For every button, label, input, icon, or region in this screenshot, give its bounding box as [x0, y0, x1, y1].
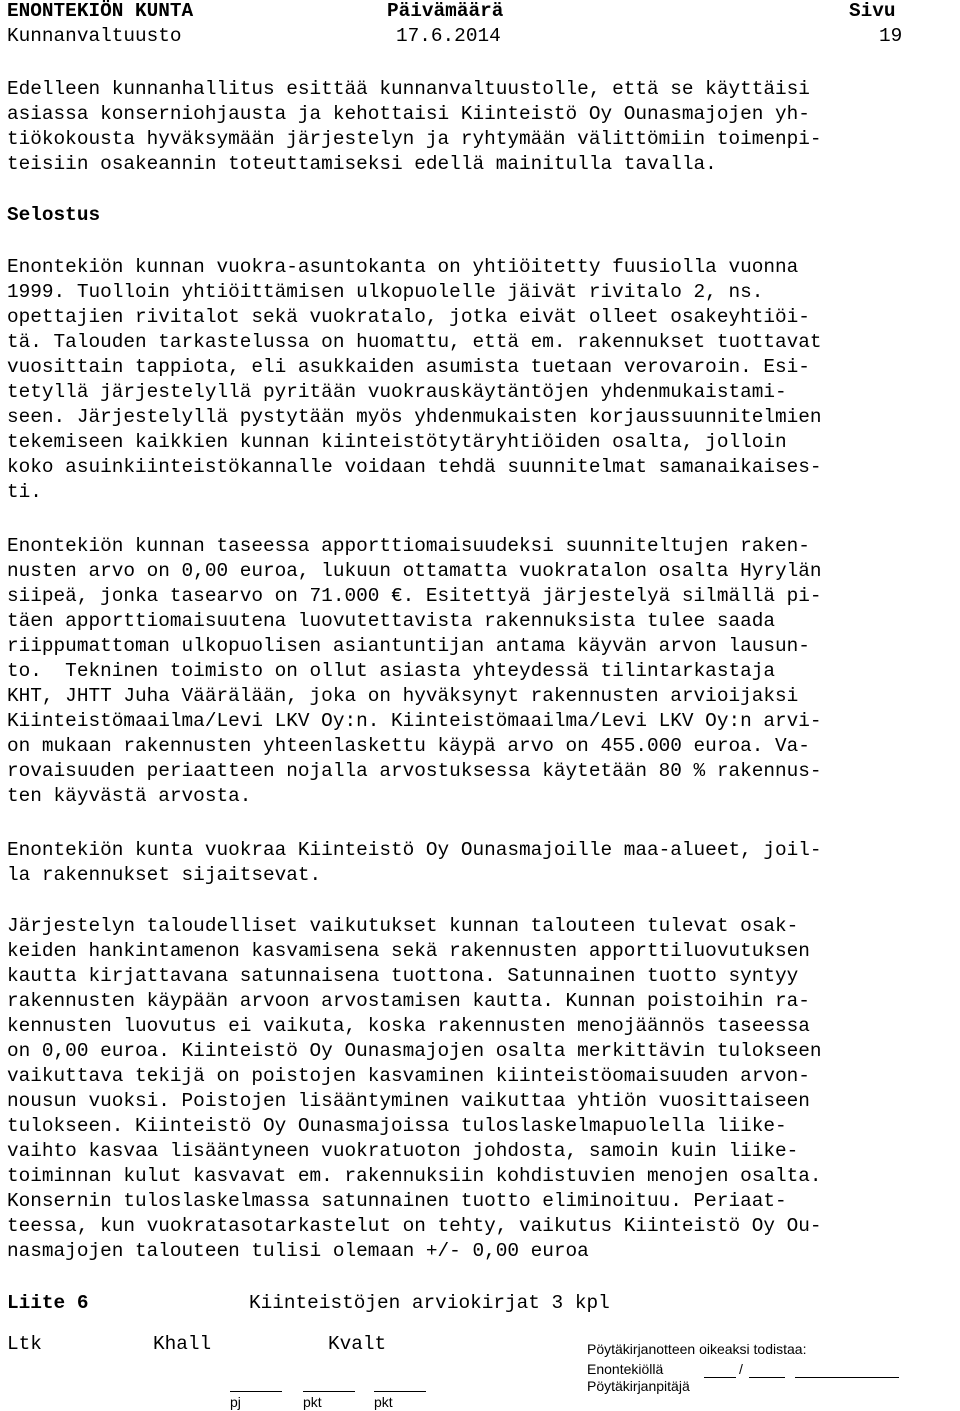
place-text: Enontekiöllä — [587, 1361, 664, 1377]
text-line: KHT, JHTT Juha Väärälään, joka on hyväksynyt rakennusten arvioijaksi — [7, 685, 799, 707]
text-line: vaihto kasvaa lisääntyneen vuokratuoton johdosta, samoin kuin liike- — [7, 1140, 799, 1162]
text-line: asiassa konserniohjausta ja kehottaisi Kiinteistö Oy Ounasmajojen yh- — [7, 103, 810, 125]
text-line: tetyllä järjestelyllä pyritään vuokrauskäytäntöjen yhdenmukaistami- — [7, 381, 787, 403]
text-line: tä. Talouden tarkastelussa on huomattu, että em. rakennukset tuottavat — [7, 331, 822, 353]
text-line: nasmajojen talouteen tulisi olemaan +/- 0,00 euroa — [7, 1240, 589, 1262]
pkt-line-2 — [374, 1391, 426, 1392]
meeting-date: 17.6.2014 — [396, 25, 501, 47]
text-line: Kiinteistömaailma/Levi LKV Oy:n. Kiinteistömaailma/Levi LKV Oy:n arvi- — [7, 710, 822, 732]
date-label: Päivämäärä — [387, 0, 504, 22]
text-line: teisiin osakeannin toteuttamiseksi edellä mainitulla tavalla. — [7, 153, 717, 175]
text-line: ti. — [7, 481, 42, 503]
text-line: ten käyvästä arvosta. — [7, 785, 252, 807]
text-line: rakennusten käypään arvoon arvostamisen kautta. Kunnan poistoihin ra- — [7, 990, 810, 1012]
footer-ltk: Ltk — [7, 1333, 42, 1355]
text-line: vuosittain tappiota, eli asukkaiden asumista tuetaan verovaroin. Esi- — [7, 356, 810, 378]
org-name: ENONTEKIÖN KUNTA — [7, 0, 194, 22]
day-line — [704, 1377, 736, 1378]
footer-khall: Khall — [153, 1333, 212, 1355]
appendix-text: Kiinteistöjen arviokirjat 3 kpl — [249, 1292, 610, 1314]
text-line: Edelleen kunnanhallitus esittää kunnanvaltuustolle, että se käyttäisi — [7, 78, 810, 100]
text-line: tulokseen. Kiinteistö Oy Ounasmajoissa tuloslaskelmapuolella liike- — [7, 1115, 787, 1137]
text-line: täen apporttiomaisuutena luovutettavista rakennuksista tulee saada — [7, 610, 775, 632]
text-line: nousun vuoksi. Poistojen lisääntyminen vaikuttaa yhtiön vuosittaiseen — [7, 1090, 810, 1112]
month-line — [749, 1377, 785, 1378]
pkt-line-1 — [303, 1391, 355, 1392]
text-line: riippumattoman ulkopuolisen asiantuntijan antama käyvän arvon lausun- — [7, 635, 810, 657]
text-line: Enontekiön kunta vuokraa Kiinteistö Oy Ounasmajoille maa-alueet, joil- — [7, 839, 822, 861]
text-line: Konsernin tuloslaskelmassa satunnainen tuotto eliminoituu. Periaat- — [7, 1190, 787, 1212]
text-line: rovaisuuden periaatteen nojalla arvostuksessa käytetään 80 % rakennus- — [7, 760, 822, 782]
text-line: toiminnan kulut kasvavat em. rakennuksiin kohdistuvien menojen osalta. — [7, 1165, 822, 1187]
text-line: seen. Järjestelyllä pystytään myös yhdenmukaisten korjaussuunnitelmien — [7, 406, 822, 428]
meeting-body: Kunnanvaltuusto — [7, 25, 182, 47]
section-heading: Selostus — [7, 204, 101, 226]
secretary-label: Pöytäkirjanpitäjä — [587, 1378, 690, 1394]
text-line: tiökokousta hyväksymään järjestelyn ja ryhtymään välittömiin toimenpi- — [7, 128, 822, 150]
pkt-label-1: pkt — [303, 1394, 322, 1410]
year-line — [795, 1377, 899, 1378]
pj-line — [230, 1391, 282, 1392]
text-line: nusten arvo on 0,00 euroa, lukuun ottamatta vuokratalon osalta Hyrylän — [7, 560, 822, 582]
text-line: opettajien rivitalot sekä vuokratalo, jotka eivät olleet osakeyhtiöi- — [7, 306, 810, 328]
text-line: tekemiseen kaikkien kunnan kiinteistötytäryhtiöiden osalta, jolloin — [7, 431, 787, 453]
text-line: la rakennukset sijaitsevat. — [7, 864, 322, 886]
text-line: siipeä, jonka tasearvo on 71.000 €. Esitettyä järjestelyä silmällä pi- — [7, 585, 822, 607]
date-slash: / — [739, 1361, 743, 1377]
text-line: on 0,00 euroa. Kiinteistö Oy Ounasmajojen osalta merkittävin tulokseen — [7, 1040, 822, 1062]
text-line: on mukaan rakennusten yhteenlaskettu käypä arvo on 455.000 euroa. Va- — [7, 735, 810, 757]
page-label: Sivu — [849, 0, 896, 22]
text-line: Enontekiön kunnan taseessa apporttiomaisuudeksi suunniteltujen raken- — [7, 535, 810, 557]
text-line: Enontekiön kunnan vuokra-asuntokanta on yhtiöitetty fuusiolla vuonna — [7, 256, 799, 278]
pj-label: pj — [230, 1394, 241, 1410]
text-line: vaikuttava tekijä on poistojen kasvaminen kiinteistöomaisuuden arvon- — [7, 1065, 810, 1087]
text-line: keiden hankintamenon kasvamisena sekä rakennusten apporttiluovutuksen — [7, 940, 810, 962]
appendix-label: Liite 6 — [7, 1292, 89, 1314]
page-number: 19 — [879, 25, 903, 47]
footer-kvalt: Kvalt — [328, 1333, 387, 1355]
certify-text: Pöytäkirjanotteen oikeaksi todistaa: — [587, 1341, 807, 1357]
pkt-label-2: pkt — [374, 1394, 393, 1410]
text-line: koko asuinkiinteistökannalle voidaan tehdä suunnitelmat samanaikaises- — [7, 456, 822, 478]
text-line: kennusten luovutus ei vaikuta, koska rakennusten menojäännös taseessa — [7, 1015, 810, 1037]
text-line: kautta kirjattavana satunnaisena tuottona. Satunnainen tuotto syntyy — [7, 965, 799, 987]
text-line: Järjestelyn taloudelliset vaikutukset kunnan talouteen tulevat osak- — [7, 915, 799, 937]
text-line: teessa, kun vuokratasotarkastelut on tehty, vaikutus Kiinteistö Oy Ou- — [7, 1215, 822, 1237]
text-line: 1999. Tuolloin yhtiöittämisen ulkopuolelle jäivät rivitalo 2, ns. — [7, 281, 764, 303]
text-line: to. Tekninen toimisto on ollut asiasta yhteydessä tilintarkastaja — [7, 660, 775, 682]
